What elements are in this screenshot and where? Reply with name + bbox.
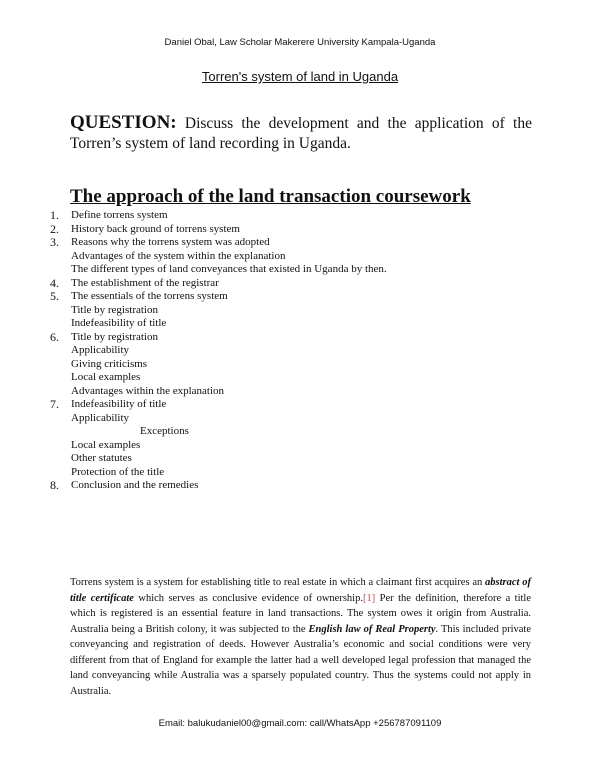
- list-text: Advantages of the system within the explanation: [71, 249, 286, 262]
- page-footer: Email: balukudaniel00@gmail.com: call/WhatsApp +256787091109: [158, 718, 442, 729]
- approach-heading: The approach of the land transaction coursework: [70, 186, 471, 207]
- list-text: Other statutes: [71, 452, 132, 464]
- list-item: [0, 398, 600, 412]
- list-item: [0, 223, 600, 237]
- list-number: 8.: [50, 478, 59, 492]
- list-item: [0, 317, 600, 331]
- emphasis-term: abstract of title certificate: [70, 577, 531, 604]
- paragraph-text: Per the definition, therefore a title which is registered is an essential feature in land transactions. The system owes it origin from Australia. Australia being a British colony, it was subjected to the: [70, 592, 531, 635]
- list-number: 4.: [50, 275, 59, 290]
- paragraph-text: . This included private conveyancing and registration of deeds. However Australia’s economic and social conditions were very different from that of England for example the latter had a well developed legal profession that managed the land conveyancing while Australia was a sparsely populated country. Thus the systems could not apply in Australia.: [70, 623, 531, 697]
- list-item: [0, 304, 600, 318]
- list-number: 6.: [50, 329, 59, 344]
- list-text: Advantages within the explanation: [71, 384, 225, 397]
- list-text: Conclusion and the remedies: [71, 479, 199, 491]
- list-text: Protection of the title: [71, 465, 165, 478]
- page-header: Daniel Obal, Law Scholar Makerere University Kampala-Uganda: [164, 37, 436, 48]
- list-item: [0, 452, 600, 466]
- list-item: [0, 439, 600, 453]
- list-text: The establishment of the registrar: [71, 276, 219, 289]
- list-item: [0, 412, 600, 426]
- list-text: Local examples: [71, 371, 141, 383]
- list-text: History back ground of torrens system: [71, 222, 240, 235]
- list-text: The essentials of the torrens system: [71, 290, 228, 302]
- emphasis-term: English law of Real Property: [308, 623, 436, 635]
- list-item: [0, 425, 600, 439]
- list-item: [0, 277, 600, 291]
- list-text: Indefeasibility of title: [71, 317, 167, 329]
- question-block: [70, 113, 532, 154]
- list-number: 2.: [50, 221, 59, 236]
- footnote-link[interactable]: [1]: [362, 592, 376, 604]
- list-item: [0, 358, 600, 372]
- list-text: Title by registration: [71, 303, 158, 316]
- list-item: [0, 344, 600, 358]
- list-text: Title by registration: [71, 330, 158, 343]
- list-number: 7.: [50, 397, 59, 411]
- paragraph-text: which serves as conclusive evidence of ownership.: [133, 592, 363, 604]
- outline-list: [0, 209, 600, 493]
- list-text: Define torrens system: [71, 209, 168, 221]
- document-title: Torren's system of land in Uganda: [201, 69, 399, 84]
- list-number: 3.: [50, 235, 59, 249]
- list-text: The different types of land conveyances that existed in Uganda by then.: [71, 263, 387, 275]
- body-paragraph: [70, 575, 531, 699]
- list-number: 1.: [50, 208, 59, 222]
- list-item: [0, 250, 600, 264]
- list-item: [0, 290, 600, 304]
- list-item: [0, 466, 600, 480]
- question-label: QUESTION:: [70, 112, 177, 133]
- list-text: Applicability: [71, 411, 130, 424]
- list-text: Indefeasibility of title: [71, 398, 167, 410]
- list-item: [0, 479, 600, 493]
- question-text: Discuss the development and the application of the Torren’s system of land recording in Uganda.: [70, 115, 532, 152]
- list-text: Reasons why the torrens system was adopted: [71, 236, 270, 248]
- list-item: [0, 209, 600, 223]
- list-text: Applicability: [71, 344, 130, 356]
- list-item: [0, 385, 600, 399]
- list-item: [0, 236, 600, 250]
- list-number: 5.: [50, 289, 59, 303]
- list-text: Local examples: [71, 438, 141, 451]
- list-text: Giving criticisms: [71, 357, 148, 370]
- paragraph-text: Torrens system is a system for establishing title to real estate in which a claimant first acquires an: [70, 577, 486, 588]
- list-item: [0, 371, 600, 385]
- list-text: Exceptions: [140, 425, 189, 437]
- list-item: [0, 263, 600, 277]
- list-item: [0, 331, 600, 345]
